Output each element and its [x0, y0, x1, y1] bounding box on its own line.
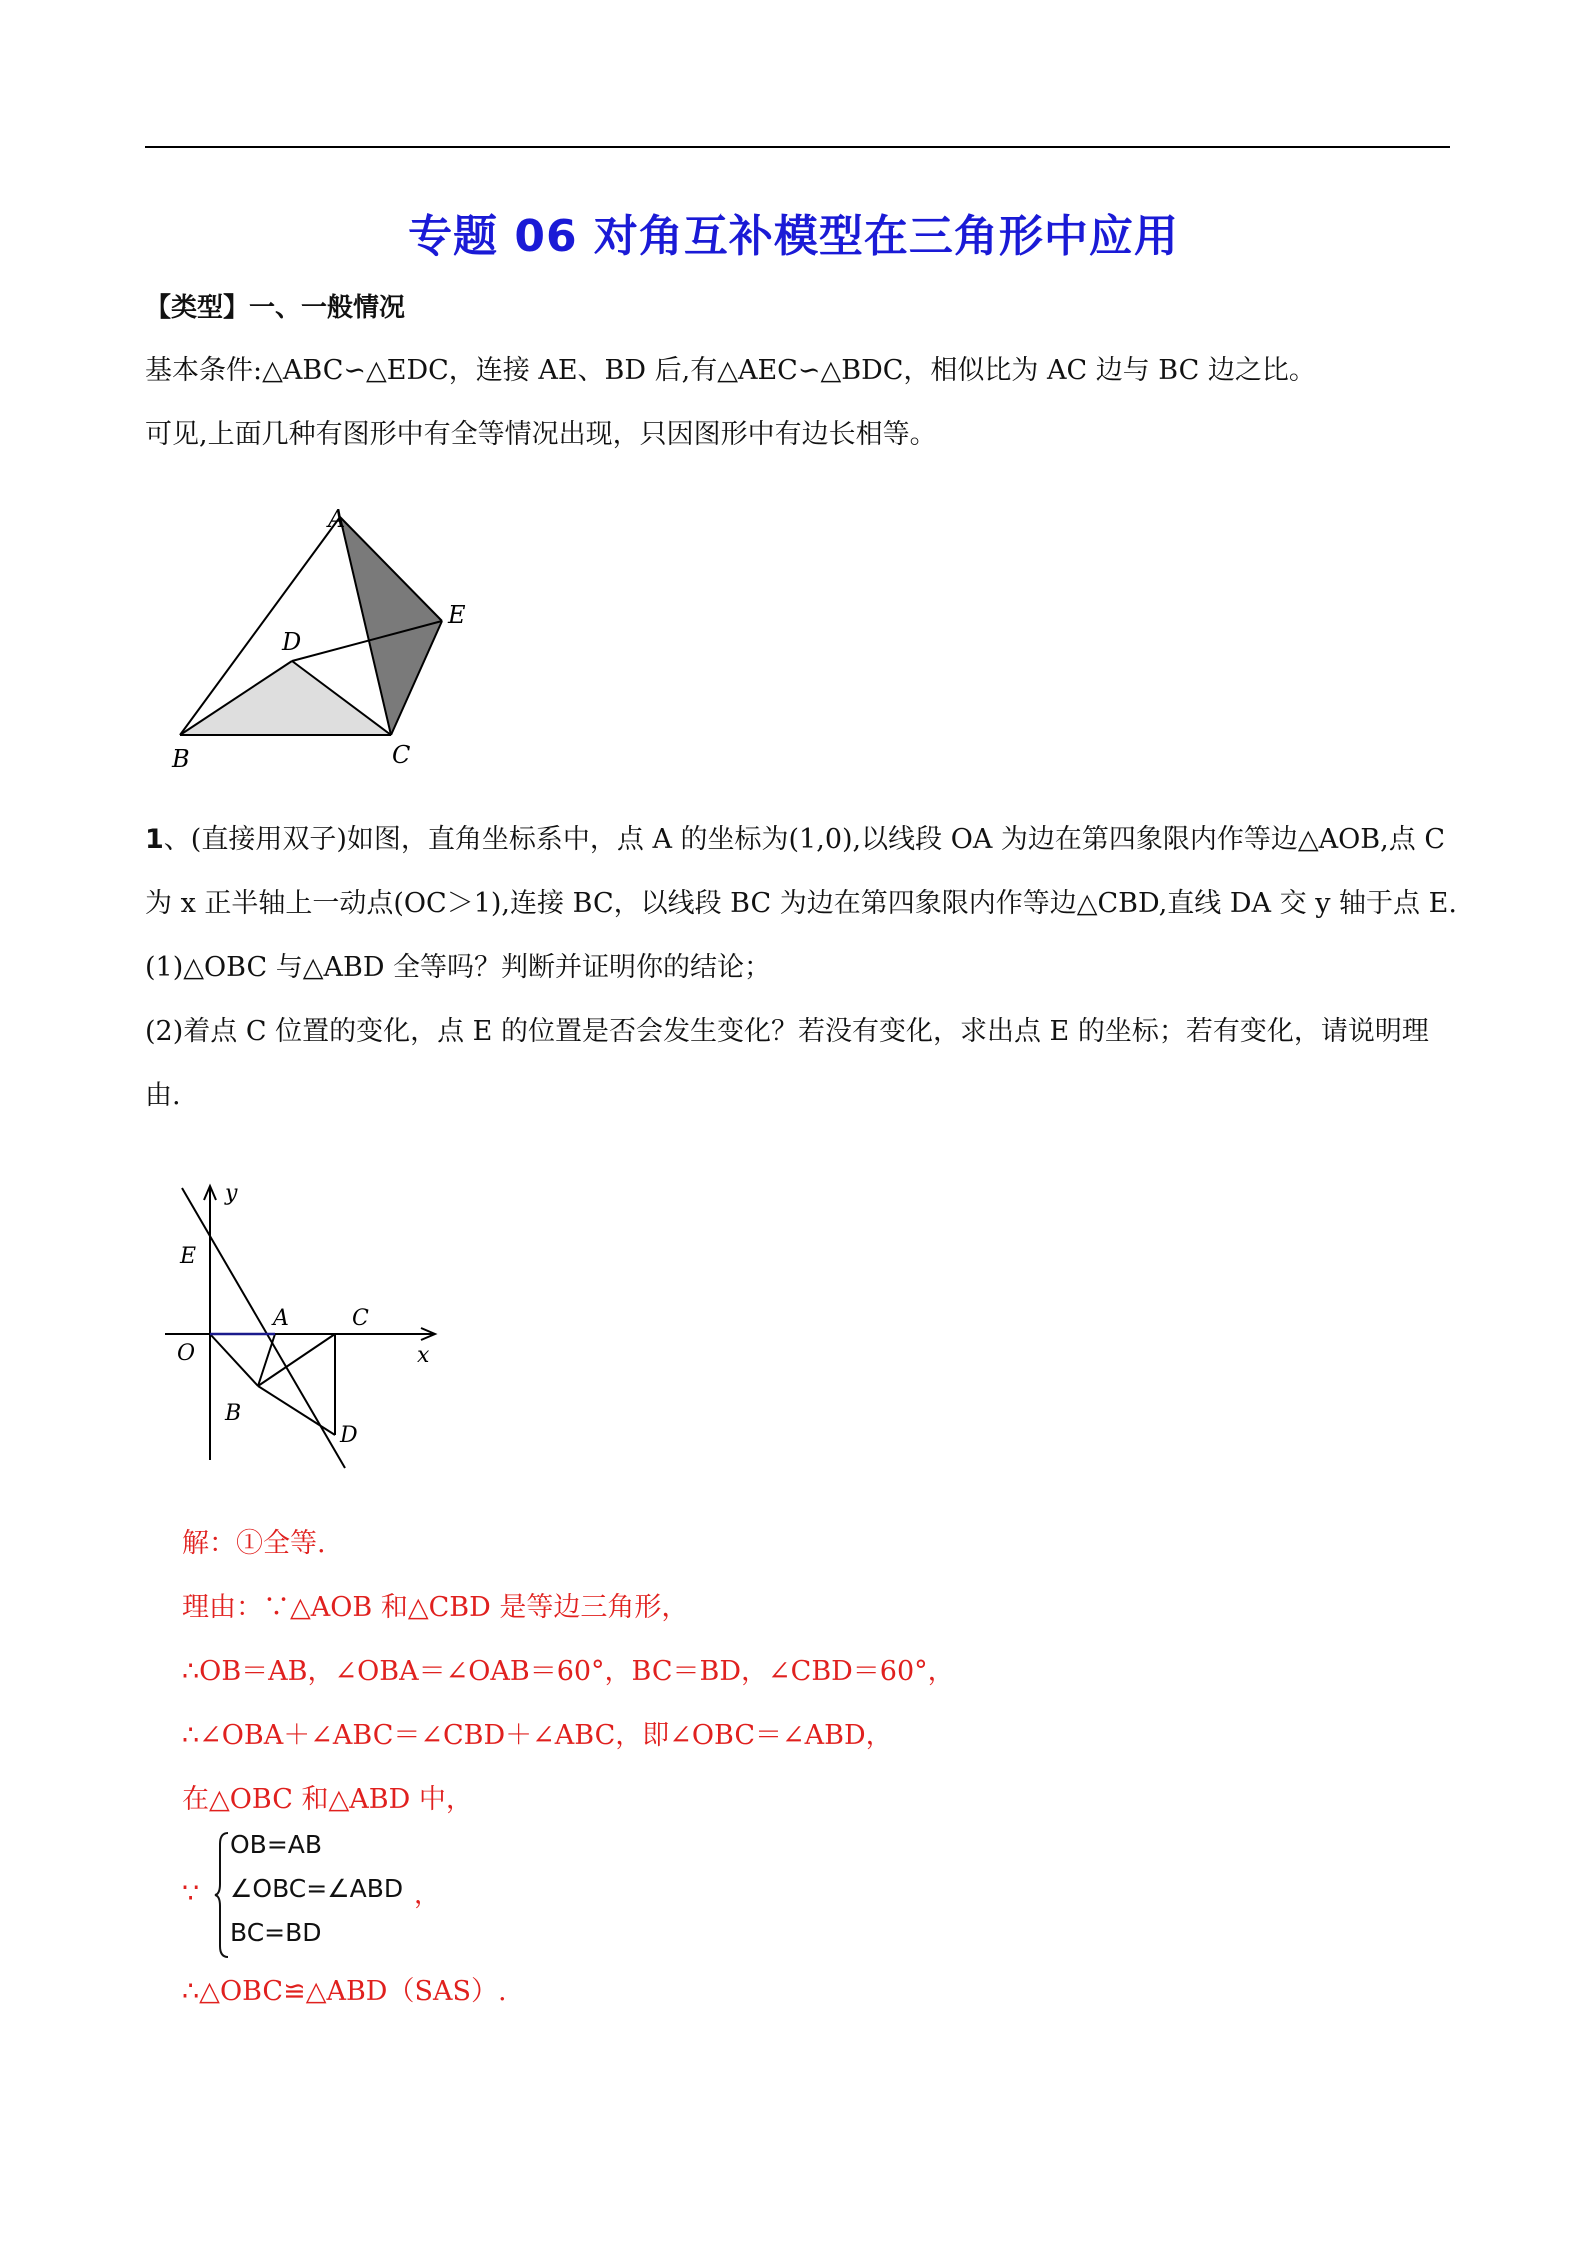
section-type-label: 【类型】一、一般情况	[145, 293, 406, 323]
fig1-label-d: D	[282, 628, 302, 656]
fig2-label-a: A	[273, 1306, 289, 1331]
problem1-line2: 为 x 正半轴上一动点(OC＞1),连接 BC，以线段 BC 为边在第四象限内作等边△CBD,直线 DA 交 y 轴于点 E.	[145, 888, 1457, 919]
solution-line3: ∴OB＝AB，∠OBA＝∠OAB＝60°，BC＝BD，∠CBD＝60°，	[182, 1656, 955, 1687]
problem1-line1: 1、(直接用双子)如图，直角坐标系中，点 A 的坐标为(1,0),以线段 OA 为边在第四象限内作等边△AOB,点 C	[145, 824, 1445, 855]
fig1-label-e: E	[448, 601, 466, 629]
brace-icon	[214, 1830, 230, 1960]
fig2-label-o: O	[177, 1341, 196, 1366]
fig2-label-e: E	[180, 1244, 197, 1269]
solution-line5: 在△OBC 和△ABD 中，	[182, 1784, 473, 1815]
solution-line2: 理由：∵△AOB 和△CBD 是等边三角形，	[182, 1592, 689, 1623]
header-rule	[145, 146, 1450, 148]
solution-conclusion: ∴△OBC≌△ABD（SAS）.	[182, 1976, 507, 2007]
shaded-triangle-bdc	[180, 661, 391, 735]
fig2-label-d: D	[340, 1423, 358, 1448]
problem1-number: 1	[145, 824, 164, 855]
figure-coordinate-system	[155, 1170, 455, 1480]
fig1-label-b: B	[172, 745, 190, 773]
problem1-question2-line2: 由.	[145, 1080, 181, 1111]
figure-similar-triangles	[160, 495, 490, 780]
solution-line1: 解：①全等.	[182, 1528, 326, 1559]
equation-ob-ab: OB=AB	[230, 1830, 323, 1859]
section-basic-condition: 基本条件:△ABC∽△EDC，连接 AE、BD 后,有△AEC∽△BDC，相似比为 AC 边与 BC 边之比。	[145, 355, 1316, 386]
problem1-question1: (1)△OBC 与△ABD 全等吗？判断并证明你的结论；	[145, 952, 772, 983]
equation-angle-obc-abd: ∠OBC=∠ABD	[230, 1874, 404, 1903]
section-observation: 可见,上面几种有图形中有全等情况出现，只因图形中有边长相等。	[145, 419, 937, 450]
equation-bc-bd: BC=BD	[230, 1918, 322, 1947]
because-symbol: ∵	[182, 1878, 200, 1909]
equation-comma: ，	[414, 1880, 441, 1910]
fig2-label-c: C	[352, 1306, 369, 1331]
problem1-question2-line1: (2)着点 C 位置的变化，点 E 的位置是否会发生变化？若没有变化，求出点 E 的坐标；若有变化，请说明理	[145, 1016, 1429, 1047]
fig1-label-c: C	[392, 741, 411, 769]
fig2-label-b: B	[225, 1401, 242, 1426]
fig2-label-x: x	[417, 1343, 430, 1368]
fig2-label-y: y	[225, 1181, 238, 1206]
solution-line4: ∴∠OBA＋∠ABC＝∠CBD＋∠ABC，即∠OBC＝∠ABD，	[182, 1720, 893, 1751]
fig1-label-a: A	[328, 505, 346, 533]
page-title: 专题 06 对角互补模型在三角形中应用	[408, 211, 1179, 262]
equation-system	[182, 1830, 442, 1960]
